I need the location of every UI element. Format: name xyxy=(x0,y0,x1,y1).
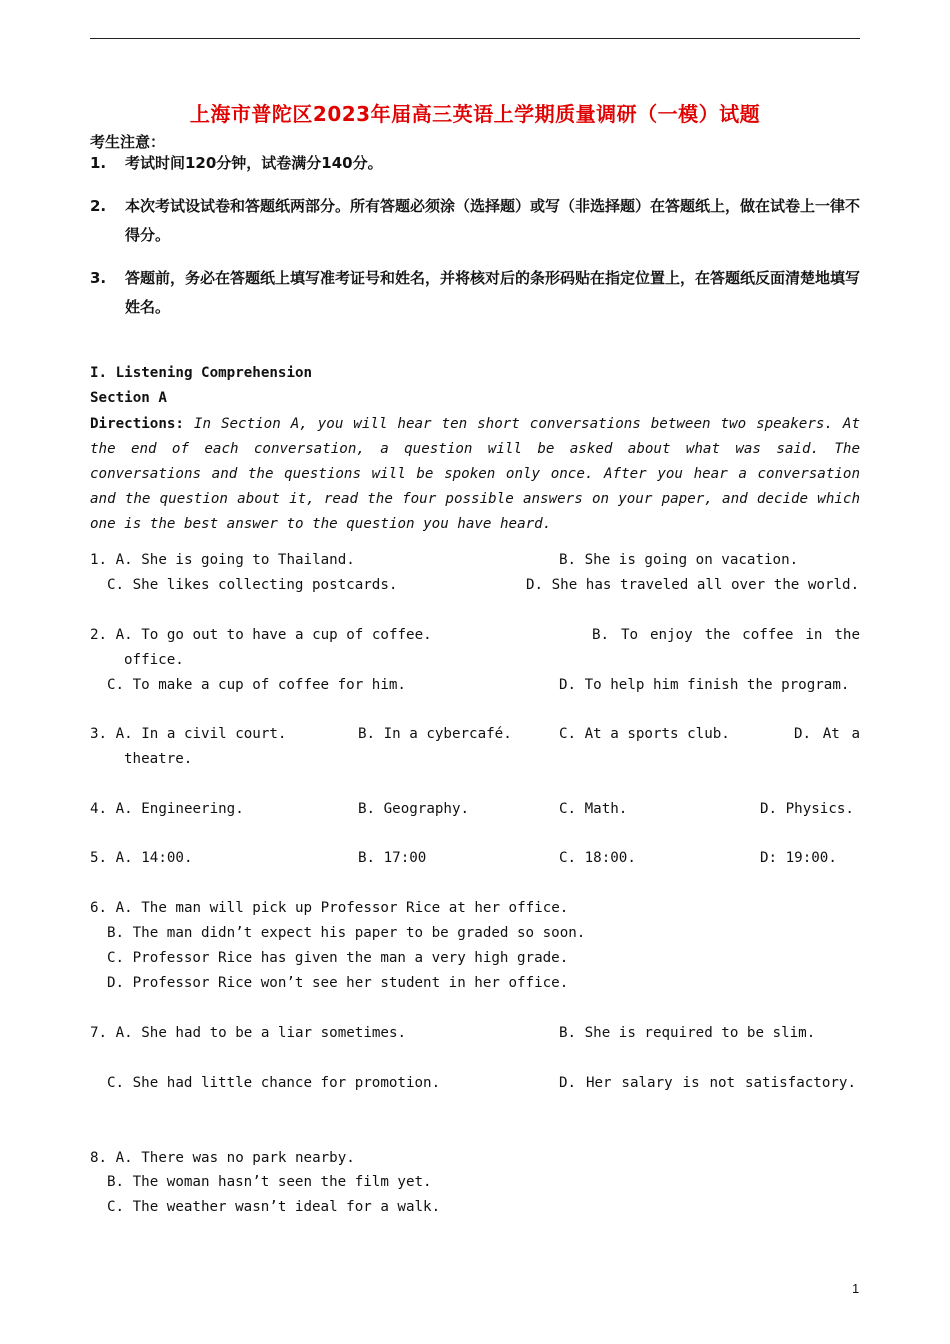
q6-option-c: C. Professor Rice has given the man a very high grade. xyxy=(107,950,569,966)
notice-item-text: 考试时间120分钟，试卷满分140分。 xyxy=(125,154,383,172)
notice-item-number: 3. xyxy=(90,269,107,287)
part-heading: I. Listening Comprehension xyxy=(90,365,313,381)
q3-option-d-continued: theatre. xyxy=(124,751,193,767)
q2-option-b: B. To enjoy the coffee in the xyxy=(592,627,860,643)
q7-option-a: 7. A. She had to be a liar sometimes. xyxy=(90,1025,407,1041)
notice-item-text: 本次考试设试卷和答题纸两部分。所有答题必须涂（选择题）或写（非选择题）在答题纸上，做在试卷上一律不得分。 xyxy=(125,197,861,244)
q2-option-d: D. To help him finish the program. xyxy=(559,677,850,693)
page-number: 1 xyxy=(852,1281,860,1296)
notice-item-1 xyxy=(90,149,860,178)
notice-item-2 xyxy=(90,192,860,250)
q3-option-c: C. At a sports club. xyxy=(559,726,730,742)
q3-option-a: 3. A. In a civil court. xyxy=(90,726,287,742)
q1-option-d: D. She has traveled all over the world. xyxy=(526,577,860,593)
directions xyxy=(90,412,860,537)
q3-option-d: D. At a xyxy=(794,726,860,742)
q8-option-c: C. The weather wasn’t ideal for a walk. xyxy=(107,1199,441,1215)
q8-option-b: B. The woman hasn’t seen the film yet. xyxy=(107,1174,432,1190)
q6-option-a: 6. A. The man will pick up Professor Rice at her office. xyxy=(90,900,569,916)
q1-option-a: 1. A. She is going to Thailand. xyxy=(90,552,355,568)
notice-item-text: 答题前，务必在答题纸上填写准考证号和姓名，并将核对后的条形码贴在指定位置上，在答题纸反面清楚地填写姓名。 xyxy=(125,269,861,316)
header-rule xyxy=(90,38,860,39)
directions-label: Directions: xyxy=(90,416,184,432)
q2-option-c: C. To make a cup of coffee for him. xyxy=(107,677,406,693)
q4-option-c: C. Math. xyxy=(559,801,628,817)
q5-option-b: B. 17:00 xyxy=(358,850,427,866)
q8-option-a: 8. A. There was no park nearby. xyxy=(90,1150,355,1166)
q7-option-b: B. She is required to be slim. xyxy=(559,1025,816,1041)
q4-option-b: B. Geography. xyxy=(358,801,470,817)
notice-item-3 xyxy=(90,264,860,322)
q1-option-b: B. She is going on vacation. xyxy=(559,552,799,568)
q6-option-b: B. The man didn’t expect his paper to be graded so soon. xyxy=(107,925,586,941)
q6-option-d: D. Professor Rice won’t see her student in her office. xyxy=(107,975,569,991)
directions-text: In Section A, you will hear ten short conversations between two speakers. At the end of each conversation, a question will be asked about what was said. The conversations and the questions will be spoken only once. After you hear a conversation and the question about it, read the four possible answers on your paper, and decide which one is the best answer to the question you have heard. xyxy=(90,416,860,532)
q1-option-c: C. She likes collecting postcards. xyxy=(107,577,398,593)
q2-option-a: 2. A. To go out to have a cup of coffee. xyxy=(90,627,432,643)
notice-item-number: 1. xyxy=(90,154,107,172)
q5-option-c: C. 18:00. xyxy=(559,850,636,866)
q2-option-b-continued: office. xyxy=(124,652,184,668)
notice-label: 考生注意： xyxy=(90,133,166,151)
q5-option-a: 5. A. 14:00. xyxy=(90,850,193,866)
notice-item-number: 2. xyxy=(90,197,107,215)
q5-option-d: D: 19:00. xyxy=(760,850,837,866)
page-title: 上海市普陀区2023年届高三英语上学期质量调研（一模）试题 xyxy=(189,102,761,126)
section-heading: Section A xyxy=(90,390,167,406)
q7-option-c: C. She had little chance for promotion. xyxy=(107,1075,441,1091)
q4-option-a: 4. A. Engineering. xyxy=(90,801,244,817)
q4-option-d: D. Physics. xyxy=(760,801,854,817)
q3-option-b: B. In a cybercafé. xyxy=(358,726,512,742)
q7-option-d: D. Her salary is not satisfactory. xyxy=(559,1075,856,1091)
